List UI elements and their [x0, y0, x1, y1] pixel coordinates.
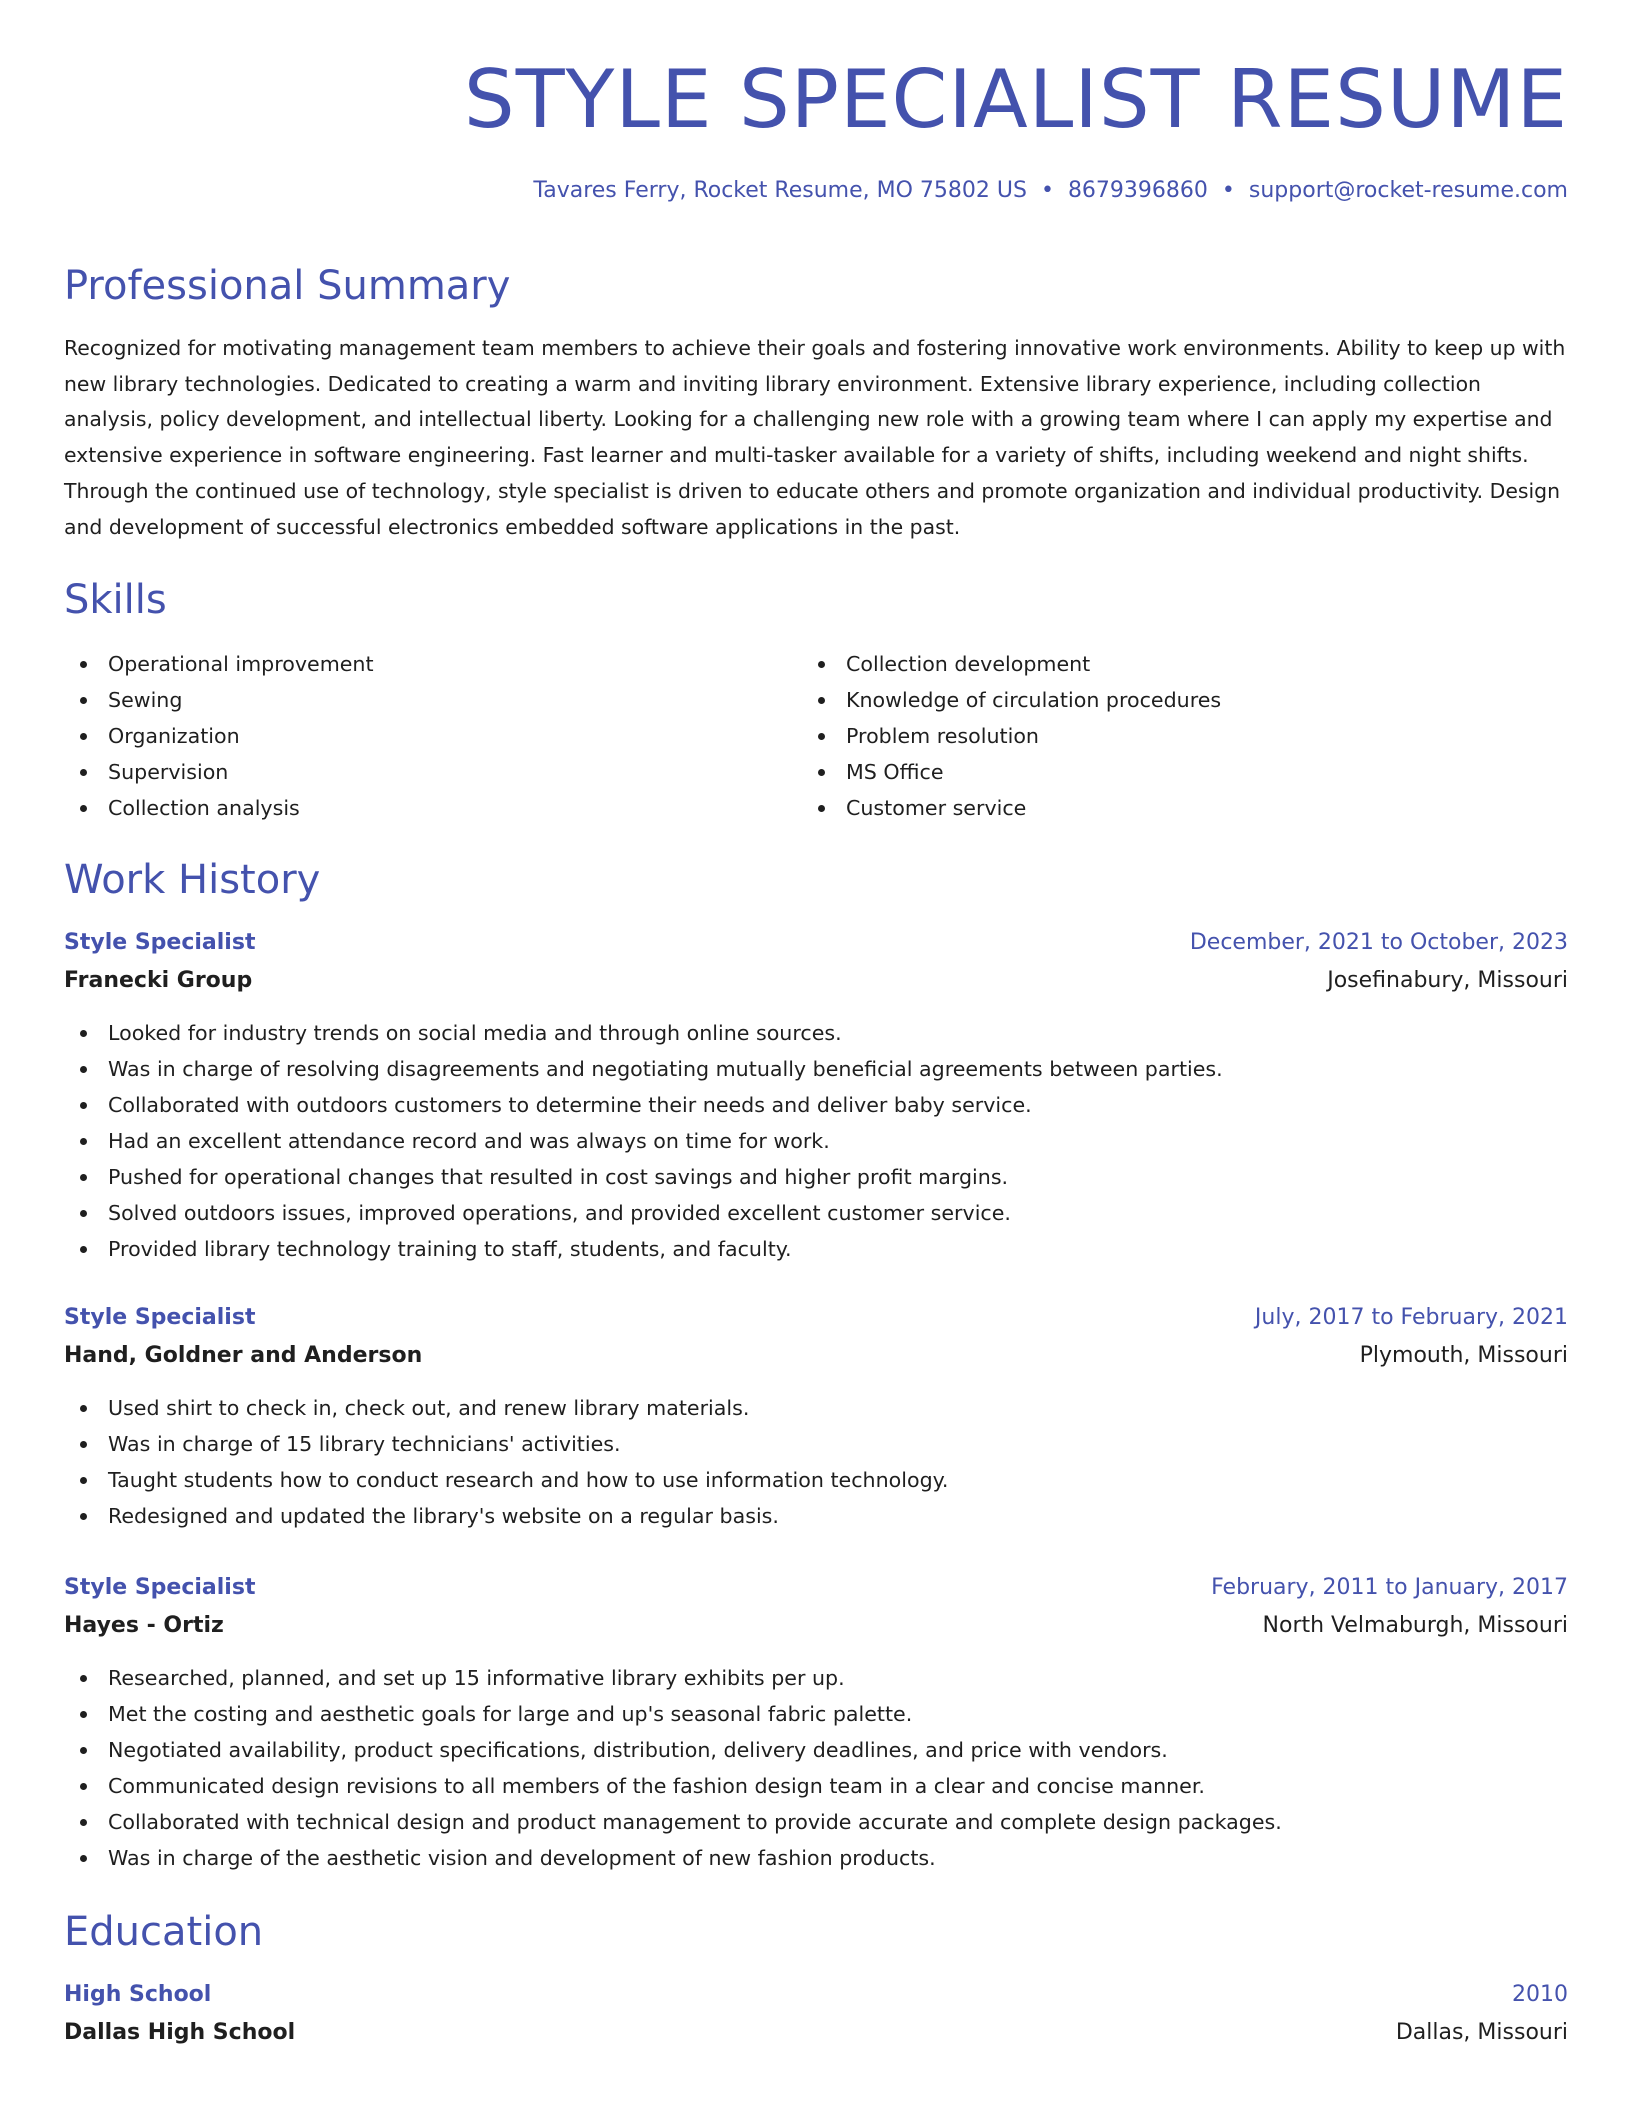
job-bullets — [64, 1015, 1568, 1267]
skill-item: Collection analysis — [64, 790, 802, 826]
education-heading: Education — [64, 1909, 264, 1955]
contact-phone[interactable]: 8679396860 — [1067, 178, 1208, 203]
education-school: Dallas High School — [64, 2020, 296, 2045]
job-title: Style Specialist — [64, 1305, 256, 1330]
work-section — [64, 856, 1568, 904]
job-bullet: Pushed for operational changes that resulted in cost savings and higher profit margins. — [64, 1159, 1568, 1195]
skills-column-right — [802, 646, 1540, 826]
education-section — [64, 1908, 1568, 1956]
skills-section — [64, 576, 1568, 624]
job-title: Style Specialist — [64, 1575, 256, 1600]
job-bullet: Negotiated availability, product specifications, distribution, delivery deadlines, and price with vendors. — [64, 1732, 1568, 1768]
skill-item: Collection development — [802, 646, 1540, 682]
contact-line — [533, 176, 1568, 206]
skill-item: Knowledge of circulation procedures — [802, 682, 1540, 718]
resume-title: STYLE SPECIALIST RESUME — [463, 53, 1568, 146]
job-company: Franecki Group — [64, 968, 253, 993]
job-entry — [64, 1299, 1568, 1375]
job-bullet: Collaborated with outdoors customers to determine their needs and deliver baby service. — [64, 1087, 1568, 1123]
job-bullet: Was in charge of the aesthetic vision and development of new fashion products. — [64, 1840, 1568, 1876]
job-bullet: Redesigned and updated the library's website on a regular basis. — [64, 1498, 1568, 1534]
job-dates: December, 2021 to October, 2023 — [1189, 930, 1568, 955]
job-company: Hayes - Ortiz — [64, 1613, 224, 1638]
summary-body — [64, 331, 1568, 545]
skills-grid — [64, 646, 1568, 826]
job-bullet: Collaborated with technical design and product management to provide accurate and complete design packages. — [64, 1804, 1568, 1840]
contact-email[interactable]: support@rocket-resume.com — [1248, 178, 1568, 203]
education-location: Dallas, Missouri — [1395, 2020, 1568, 2045]
summary-section — [64, 262, 1568, 310]
job-dates: July, 2017 to February, 2021 — [1254, 1305, 1568, 1330]
job-company: Hand, Goldner and Anderson — [64, 1343, 423, 1368]
job-bullet: Had an excellent attendance record and was always on time for work. — [64, 1123, 1568, 1159]
job-bullet: Communicated design revisions to all members of the fashion design team in a clear and concise manner. — [64, 1768, 1568, 1804]
job-dates: February, 2011 to January, 2017 — [1211, 1575, 1568, 1600]
job-bullet: Met the costing and aesthetic goals for large and up's seasonal fabric palette. — [64, 1696, 1568, 1732]
contact-address: Tavares Ferry, Rocket Resume, MO 75802 US — [533, 178, 1027, 203]
skill-item: MS Office — [802, 754, 1540, 790]
job-location: North Velmaburgh, Missouri — [1262, 1613, 1568, 1638]
job-bullet: Provided library technology training to staff, students, and faculty. — [64, 1231, 1568, 1267]
education-year: 2010 — [1512, 1982, 1568, 2007]
job-entry — [64, 1569, 1568, 1645]
contact-separator: • — [1040, 178, 1054, 203]
job-bullet: Looked for industry trends on social media and through online sources. — [64, 1015, 1568, 1051]
job-title: Style Specialist — [64, 930, 256, 955]
skill-item: Organization — [64, 718, 802, 754]
job-bullet: Solved outdoors issues, improved operations, and provided excellent customer service. — [64, 1195, 1568, 1231]
skill-item: Supervision — [64, 754, 802, 790]
skills-heading: Skills — [64, 577, 167, 623]
job-bullet: Researched, planned, and set up 15 informative library exhibits per up. — [64, 1660, 1568, 1696]
job-location: Plymouth, Missouri — [1359, 1343, 1568, 1368]
job-bullets — [64, 1660, 1568, 1876]
contact-separator: • — [1221, 178, 1235, 203]
job-entry — [64, 924, 1568, 1000]
job-bullet: Used shirt to check in, check out, and renew library materials. — [64, 1390, 1568, 1426]
job-bullet: Was in charge of resolving disagreements and negotiating mutually beneficial agreements between parties. — [64, 1051, 1568, 1087]
skills-column-left — [64, 646, 802, 826]
job-location: Josefinabury, Missouri — [1327, 968, 1568, 993]
job-bullet: Taught students how to conduct research and how to use information technology. — [64, 1462, 1568, 1498]
skill-item: Customer service — [802, 790, 1540, 826]
skill-item: Sewing — [64, 682, 802, 718]
summary-text: Recognized for motivating management team members to achieve their goals and fostering innovative work environments. Ability to keep up with new library technologies. Dedicated to creating a warm and inviting library environment. Extensive library experience, including collection analysis, policy development, and intellectual liberty. Looking for a challenging new role with a growing team where I can apply my expertise and extensive experience in software engineering. Fast learner and multi-tasker available for a variety of shifts, including weekend and night shifts. Through the continued use of technology, style specialist is driven to educate others and promote organization and individual productivity. Design and development of successful electronics embedded software applications in the past. — [64, 336, 1566, 539]
summary-heading: Professional Summary — [64, 263, 511, 309]
education-degree: High School — [64, 1982, 212, 2007]
job-bullet: Was in charge of 15 library technicians' activities. — [64, 1426, 1568, 1462]
skill-item: Operational improvement — [64, 646, 802, 682]
job-bullets — [64, 1390, 1568, 1534]
work-heading: Work History — [64, 857, 321, 903]
skill-item: Problem resolution — [802, 718, 1540, 754]
education-entry — [64, 1976, 1568, 2052]
